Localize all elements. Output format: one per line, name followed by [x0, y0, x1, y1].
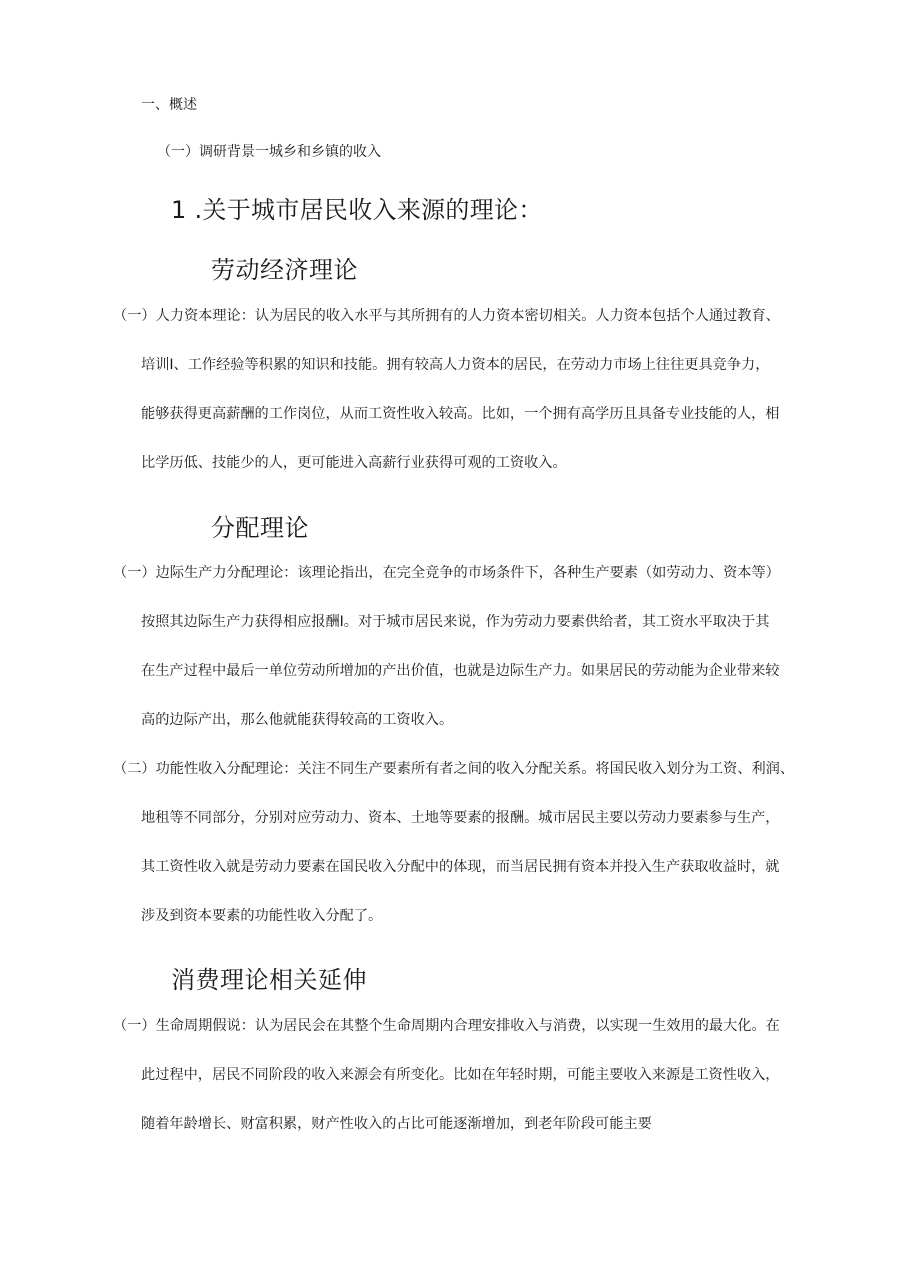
paragraph-line: 随着年龄增长、财富积累，财产性收入的占比可能逐渐增加，到老年阶段可能主要 — [141, 1116, 652, 1132]
paragraph-line: 培训I、工作经验等积累的知识和技能。拥有较高人力资本的居民，在劳动力市场上往往更具竞争力， — [141, 357, 770, 373]
paragraph-line: 其工资性收入就是劳动力要素在国民收入分配中的体现，而当居民拥有资本并投入生产获取收益时，就 — [141, 859, 780, 875]
paragraph-line: 能够获得更高薪酬的工作岗位，从而工资性收入较高。比如，一个拥有高学历且具备专业技能的人，相 — [141, 406, 780, 422]
subheading-background: （一）调研背景一城乡和乡镇的收入 — [157, 144, 381, 160]
paragraph-line: 按照其边际生产力获得相应报酬I。对于城市居民来说，作为劳动力要素供给者，其工资水平取决于其 — [141, 614, 770, 630]
paragraph-line: 比学历低、技能少的人，更可能进入高薪行业获得可观的工资收入。 — [141, 455, 567, 471]
section-title: 1 .关于城市居民收入来源的理论： — [171, 196, 543, 224]
distribution-title: 分配理论 — [211, 514, 309, 542]
paragraph-line: 涉及到资本要素的功能性收入分配了。 — [141, 908, 383, 924]
paragraph-line: 在生产过程中最后一单位劳动所增加的产出价值，也就是边际生产力。如果居民的劳动能为企业带来较 — [141, 663, 780, 679]
paragraph-line: （二）功能性收入分配理论：关注不同生产要素所有者之间的收入分配关系。将国民收入划分为工资、利润、 — [113, 761, 795, 777]
consumption-title: 消费理论相关延伸 — [171, 966, 367, 994]
paragraph-line: （一）人力资本理论：认为居民的收入水平与其所拥有的人力资本密切相关。人力资本包括个人通过教育、 — [113, 308, 780, 324]
paragraph-line: （一）边际生产力分配理论：该理论指出，在完全竞争的市场条件下，各种生产要素（如劳动力、资本等） — [113, 565, 780, 581]
paragraph-line: 高的边际产出，那么他就能获得较高的工资收入。 — [141, 712, 454, 728]
paragraph-line: 此过程中，居民不同阶段的收入来源会有所变化。比如在年轻时期，可能主要收入来源是工资性收入， — [141, 1067, 780, 1083]
heading-overview: 一、概述 — [141, 97, 197, 113]
paragraph-line: （一）生命周期假说：认为居民会在其整个生命周期内合理安排收入与消费，以实现一生效用的最大化。在 — [113, 1018, 780, 1034]
paragraph-line: 地租等不同部分，分别对应劳动力、资本、土地等要素的报酬。城市居民主要以劳动力要素参与生产， — [141, 810, 780, 826]
labor-economics-title: 劳动经济理论 — [211, 256, 358, 284]
